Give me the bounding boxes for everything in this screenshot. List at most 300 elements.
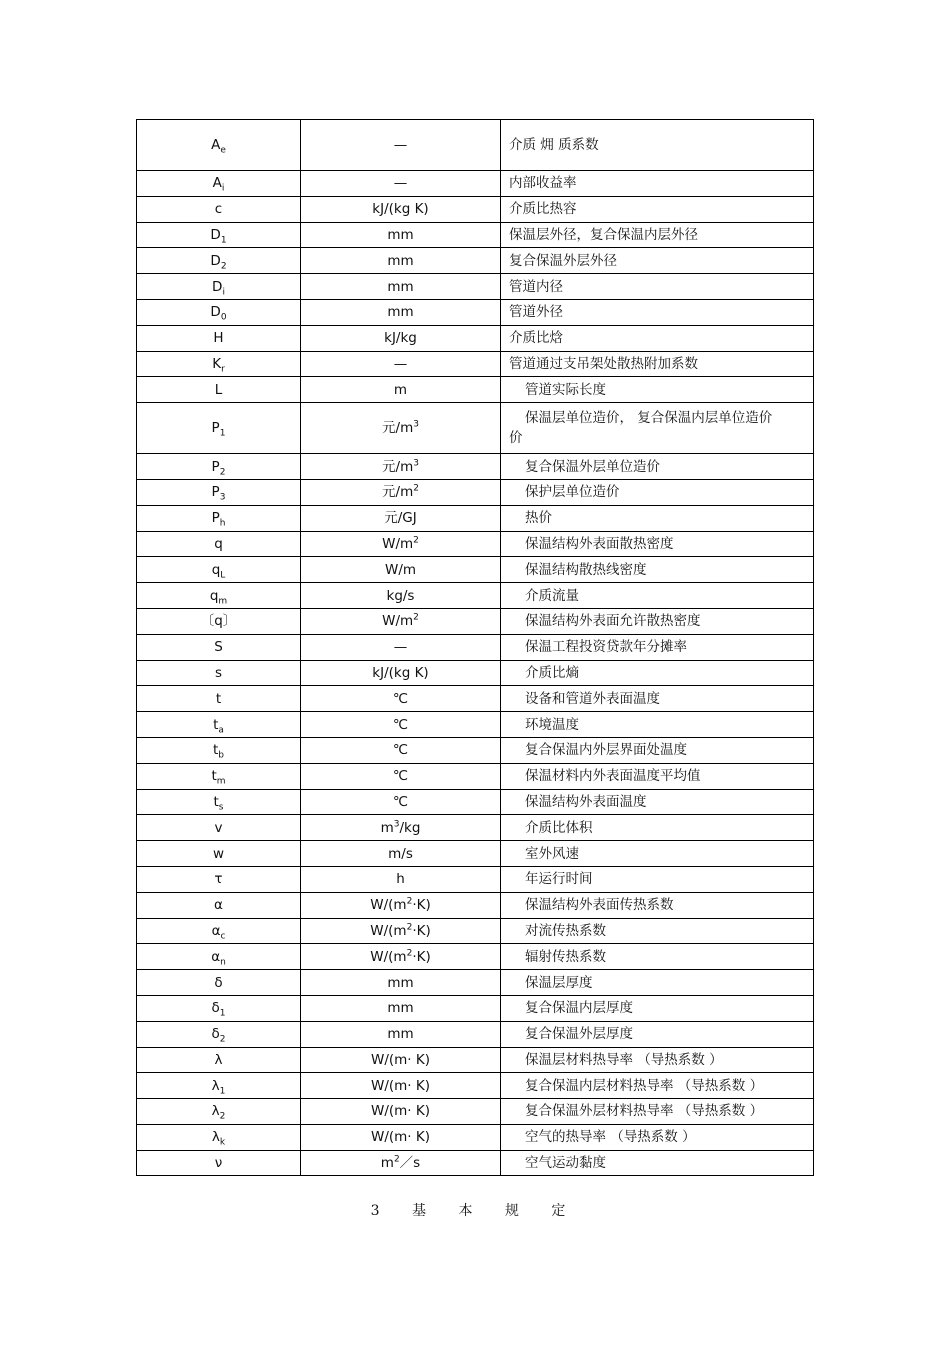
description-text: 保护层单位造价 — [525, 484, 620, 501]
unit-text: mm — [387, 304, 414, 321]
description-text: 保温结构散热线密度 — [525, 561, 647, 578]
description-text: 管道通过支吊架处散热附加系数 — [509, 355, 698, 372]
symbol-subscript: 1 — [219, 1008, 226, 1019]
symbol-text: q — [209, 587, 219, 604]
unit-cell — [301, 351, 501, 377]
table-row — [137, 1047, 814, 1073]
description-cell — [501, 351, 814, 377]
symbol-cell — [137, 763, 301, 789]
symbol-text: S — [214, 639, 223, 656]
description-text: 空气运动黏度 — [525, 1155, 606, 1172]
description-cell — [501, 918, 814, 944]
unit-text: W/(m — [370, 922, 407, 939]
unit-text: h — [396, 871, 405, 888]
symbol-cell — [137, 454, 301, 480]
section-heading: 3 基 本 规 定 — [370, 1203, 580, 1219]
unit-cell — [301, 1073, 501, 1099]
table-row — [137, 1073, 814, 1099]
unit-text: ℃ — [392, 690, 409, 707]
unit-text: m — [393, 381, 408, 398]
symbol-subscript: e — [220, 145, 226, 156]
description-text: 保温结构外表面传热系数 — [525, 897, 674, 914]
symbol-text: q — [211, 561, 221, 578]
symbol-text: α — [211, 922, 221, 939]
description-cell — [501, 970, 814, 996]
description-text: 复合保温内外层界面处温度 — [525, 742, 687, 759]
unit-cell — [301, 120, 501, 171]
description-text: 保温结构外表面散热密度 — [525, 535, 674, 552]
symbol-cell — [137, 608, 301, 634]
symbol-text: D — [210, 252, 221, 269]
table-row — [137, 325, 814, 351]
symbol-text: P — [211, 458, 220, 475]
unit-cell — [301, 789, 501, 815]
description-text: 介质比焓 — [509, 330, 563, 347]
symbol-text: α — [211, 948, 221, 965]
symbol-text: t — [211, 768, 217, 785]
table-row — [137, 712, 814, 738]
unit-cell — [301, 171, 501, 197]
description-cell — [501, 892, 814, 918]
symbol-text: δ — [214, 974, 223, 991]
symbol-subscript: L — [220, 570, 226, 581]
unit-cell — [301, 377, 501, 403]
description-text: 保温结构外表面温度 — [525, 793, 647, 810]
symbol-cell — [137, 789, 301, 815]
description-text: 室外风速 — [525, 845, 579, 862]
unit-text-suffix: /kg — [399, 819, 421, 836]
unit-text: W/(m — [370, 948, 407, 965]
unit-text: kJ/(kg K) — [372, 664, 429, 681]
unit-cell — [301, 1150, 501, 1176]
table-row — [137, 377, 814, 403]
symbol-cell — [137, 944, 301, 970]
unit-cell — [301, 608, 501, 634]
unit-text: W/(m· K) — [370, 1129, 431, 1146]
table-row — [137, 995, 814, 1021]
table-row — [137, 531, 814, 557]
unit-cell — [301, 222, 501, 248]
unit-superscript: 3 — [413, 419, 419, 430]
table-row — [137, 686, 814, 712]
unit-cell — [301, 970, 501, 996]
symbol-table — [136, 119, 814, 1176]
description-cell — [501, 660, 814, 686]
description-text: 复合保温外层材料热导率 （导热系数 ） — [525, 1103, 764, 1120]
unit-text: — — [393, 137, 408, 153]
unit-text: mm — [387, 1000, 414, 1017]
symbol-text: δ — [211, 1000, 220, 1017]
symbol-cell — [137, 1150, 301, 1176]
symbol-text: L — [214, 381, 223, 398]
unit-superscript: 2 — [413, 535, 419, 546]
unit-superscript: 3 — [393, 819, 400, 830]
symbol-cell — [137, 918, 301, 944]
unit-superscript: 2 — [413, 612, 419, 623]
unit-text: ℃ — [392, 716, 409, 733]
symbol-cell — [137, 557, 301, 583]
unit-text: 元/GJ — [384, 510, 417, 527]
description-text: 介质流量 — [525, 587, 579, 604]
table-row — [137, 944, 814, 970]
symbol-text: t — [215, 690, 222, 707]
unit-text-suffix: ／s — [399, 1155, 421, 1172]
symbol-text: λ — [211, 1077, 220, 1094]
symbol-text: s — [214, 664, 223, 681]
table-row — [137, 841, 814, 867]
description-text: 保温层外径，复合保温内层外径 — [509, 226, 698, 243]
symbol-cell — [137, 1021, 301, 1047]
unit-text: W/(m· K) — [370, 1051, 431, 1068]
symbol-subscript: m — [218, 596, 228, 607]
description-cell — [501, 608, 814, 634]
description-cell — [501, 737, 814, 763]
description-cell — [501, 789, 814, 815]
symbol-subscript: h — [219, 518, 226, 529]
symbol-cell — [137, 737, 301, 763]
symbol-cell — [137, 171, 301, 197]
unit-text: W/m — [382, 535, 414, 552]
symbol-cell — [137, 299, 301, 325]
symbol-cell — [137, 970, 301, 996]
table-row — [137, 454, 814, 480]
symbol-subscript: c — [220, 931, 226, 942]
unit-text: kJ/kg — [384, 330, 417, 347]
symbol-cell — [137, 196, 301, 222]
description-text: 设备和管道外表面温度 — [525, 690, 660, 707]
symbol-text: K — [212, 355, 222, 372]
symbol-text: λ — [211, 1103, 220, 1120]
table-row — [137, 763, 814, 789]
table-row — [137, 1099, 814, 1125]
unit-cell — [301, 841, 501, 867]
symbol-subscript: 2 — [219, 467, 226, 478]
unit-cell — [301, 1047, 501, 1073]
unit-text: mm — [387, 278, 414, 295]
table-row — [137, 403, 814, 454]
symbol-text: λ — [211, 1129, 220, 1146]
symbol-cell — [137, 222, 301, 248]
description-text: 复合保温外层厚度 — [525, 1026, 633, 1043]
description-text: 保温工程投资贷款年分摊率 — [525, 639, 687, 656]
description-text: 介质 㶲 质系数 — [509, 137, 599, 153]
unit-cell — [301, 634, 501, 660]
unit-superscript: 3 — [413, 458, 419, 469]
table-row — [137, 196, 814, 222]
symbol-text: q — [214, 535, 223, 552]
unit-text: 元/m — [382, 484, 414, 501]
symbol-cell — [137, 1073, 301, 1099]
symbol-subscript: n — [220, 957, 226, 968]
table-row — [137, 248, 814, 274]
description-text: 辐射传热系数 — [525, 948, 606, 965]
symbol-text: τ — [214, 871, 223, 888]
description-text: 空气的热导率 （导热系数 ） — [525, 1129, 696, 1146]
symbol-cell — [137, 841, 301, 867]
symbol-cell — [137, 1124, 301, 1150]
unit-text-suffix: ·K) — [412, 948, 431, 965]
table-row — [137, 557, 814, 583]
table-row — [137, 970, 814, 996]
symbol-cell — [137, 712, 301, 738]
symbol-subscript: a — [218, 725, 224, 736]
table-row — [137, 608, 814, 634]
description-cell — [501, 454, 814, 480]
description-cell — [501, 841, 814, 867]
table-row — [137, 789, 814, 815]
symbol-cell — [137, 634, 301, 660]
symbol-cell — [137, 1099, 301, 1125]
unit-text: ℃ — [392, 742, 409, 759]
unit-cell — [301, 712, 501, 738]
symbol-text: 〔q〕 — [200, 613, 237, 630]
unit-cell — [301, 531, 501, 557]
unit-text: W/m — [384, 561, 417, 578]
description-cell — [501, 325, 814, 351]
symbol-text: α — [214, 897, 223, 914]
description-cell — [501, 866, 814, 892]
symbol-subscript: 1 — [220, 235, 227, 246]
description-text: 保温结构外表面允许散热密度 — [525, 613, 701, 630]
description-text: 管道内径 — [509, 278, 563, 295]
unit-cell — [301, 1099, 501, 1125]
table-row — [137, 583, 814, 609]
unit-cell — [301, 686, 501, 712]
description-text: 内部收益率 — [509, 175, 577, 192]
symbol-cell — [137, 892, 301, 918]
description-cell — [501, 299, 814, 325]
description-cell — [501, 1150, 814, 1176]
unit-cell — [301, 325, 501, 351]
description-cell — [501, 712, 814, 738]
symbol-text: D — [210, 226, 221, 243]
description-cell — [501, 120, 814, 171]
symbol-cell — [137, 505, 301, 531]
symbol-subscript: i — [222, 287, 225, 298]
description-text: 管道外径 — [509, 304, 563, 321]
symbol-cell — [137, 479, 301, 505]
symbol-cell — [137, 120, 301, 171]
description-text: 介质比热容 — [509, 201, 577, 218]
unit-cell — [301, 557, 501, 583]
unit-cell — [301, 944, 501, 970]
unit-superscript: 2 — [413, 483, 419, 494]
symbol-subscript: 3 — [219, 493, 226, 504]
description-text: 年运行时间 — [525, 871, 593, 888]
unit-cell — [301, 454, 501, 480]
description-cell — [501, 1099, 814, 1125]
unit-cell — [301, 918, 501, 944]
symbol-text: ν — [214, 1155, 223, 1172]
table-row — [137, 299, 814, 325]
symbol-cell — [137, 531, 301, 557]
symbol-cell — [137, 815, 301, 841]
table-row — [137, 505, 814, 531]
symbol-cell — [137, 377, 301, 403]
description-text: 介质比熵 — [525, 664, 579, 681]
symbol-subscript: 2 — [220, 261, 227, 272]
description-cell — [501, 222, 814, 248]
symbol-text: δ — [211, 1026, 220, 1043]
symbol-text: v — [214, 819, 223, 836]
symbol-subscript: 0 — [220, 313, 227, 324]
symbol-text: λ — [214, 1051, 223, 1068]
symbol-text: t — [213, 793, 219, 810]
symbol-subscript: s — [218, 802, 224, 813]
unit-superscript: 2 — [406, 896, 413, 907]
symbol-cell — [137, 248, 301, 274]
symbol-text: P — [211, 484, 220, 501]
symbol-cell — [137, 403, 301, 454]
unit-cell — [301, 196, 501, 222]
description-cell — [501, 403, 814, 454]
description-cell — [501, 377, 814, 403]
description-cell — [501, 1124, 814, 1150]
unit-text: — — [393, 639, 408, 656]
symbol-text: t — [212, 742, 219, 759]
unit-cell — [301, 274, 501, 300]
table-row — [137, 1124, 814, 1150]
unit-text: ℃ — [392, 793, 409, 810]
table-row — [137, 120, 814, 171]
symbol-text: w — [212, 845, 225, 862]
description-cell — [501, 196, 814, 222]
symbol-text: A — [212, 175, 222, 192]
symbol-cell — [137, 1047, 301, 1073]
table-row — [137, 1150, 814, 1176]
unit-superscript: 2 — [406, 948, 413, 959]
table-row — [137, 866, 814, 892]
table-row — [137, 918, 814, 944]
unit-superscript: 2 — [406, 922, 413, 933]
description-text: 复合保温内层材料热导率 （导热系数 ） — [525, 1077, 764, 1094]
symbol-cell — [137, 351, 301, 377]
symbol-cell — [137, 325, 301, 351]
unit-cell — [301, 505, 501, 531]
description-text: 介质比体积 — [525, 819, 593, 836]
symbol-subscript: 2 — [219, 1112, 226, 1123]
description-cell — [501, 1021, 814, 1047]
symbol-subscript: 1 — [219, 1086, 226, 1097]
unit-cell — [301, 892, 501, 918]
unit-cell — [301, 737, 501, 763]
description-cell — [501, 815, 814, 841]
table-row — [137, 222, 814, 248]
table-row — [137, 634, 814, 660]
unit-text: kg/s — [386, 587, 415, 604]
unit-text: — — [393, 355, 408, 372]
description-cell — [501, 557, 814, 583]
symbol-text: D — [212, 278, 223, 295]
description-text: 复合保温外层单位造价 — [525, 458, 660, 475]
unit-text: W/(m· K) — [370, 1077, 431, 1094]
description-cell — [501, 944, 814, 970]
table-row — [137, 171, 814, 197]
symbol-subscript: b — [218, 751, 224, 762]
symbol-cell — [137, 866, 301, 892]
table-row — [137, 815, 814, 841]
description-cell — [501, 634, 814, 660]
table-body — [137, 120, 814, 1176]
symbol-subscript: 1 — [219, 428, 226, 439]
unit-cell — [301, 1021, 501, 1047]
unit-text: — — [393, 175, 408, 192]
symbol-cell — [137, 686, 301, 712]
unit-cell — [301, 403, 501, 454]
description-cell — [501, 479, 814, 505]
unit-cell — [301, 995, 501, 1021]
symbol-text: D — [210, 304, 221, 321]
unit-text: m/s — [388, 845, 413, 862]
unit-cell — [301, 583, 501, 609]
description-cell — [501, 505, 814, 531]
symbol-subscript: 2 — [219, 1034, 226, 1045]
unit-cell — [301, 1124, 501, 1150]
unit-cell — [301, 763, 501, 789]
symbol-text: P — [211, 420, 220, 437]
description-text: 保温层厚度 — [525, 974, 593, 991]
table-row — [137, 351, 814, 377]
symbol-cell — [137, 660, 301, 686]
description-text: 对流传热系数 — [525, 922, 606, 939]
description-text: 管道实际长度 — [525, 381, 606, 398]
unit-text: W/(m· K) — [370, 1103, 431, 1120]
description-cell — [501, 171, 814, 197]
unit-cell — [301, 660, 501, 686]
description-text: 复合保温内层厚度 — [525, 1000, 633, 1017]
symbol-text: P — [211, 510, 220, 527]
symbol-text: c — [214, 201, 223, 218]
unit-text: m — [380, 819, 394, 836]
description-cell — [501, 1047, 814, 1073]
symbol-cell — [137, 274, 301, 300]
symbol-cell — [137, 995, 301, 1021]
unit-text: ℃ — [392, 768, 409, 785]
table-row — [137, 479, 814, 505]
unit-text: mm — [387, 252, 414, 269]
description-text: 环境温度 — [525, 716, 579, 733]
unit-cell — [301, 248, 501, 274]
description-cell — [501, 583, 814, 609]
unit-text: m — [380, 1155, 394, 1172]
unit-text: W/(m — [370, 897, 407, 914]
symbol-cell — [137, 583, 301, 609]
table-row — [137, 660, 814, 686]
unit-text-suffix: ·K) — [412, 922, 431, 939]
description-cell — [501, 531, 814, 557]
description-text-continued: 价 — [509, 430, 523, 447]
symbol-subscript: i — [221, 184, 225, 195]
symbol-text: A — [211, 137, 221, 153]
unit-text: 元/m — [382, 458, 414, 475]
unit-cell — [301, 479, 501, 505]
symbol-text: t — [213, 716, 219, 733]
description-cell — [501, 686, 814, 712]
description-text: 复合保温外层外径 — [509, 252, 617, 269]
description-text: 保温材料内外表面温度平均值 — [525, 768, 701, 785]
unit-text: mm — [387, 1026, 414, 1043]
unit-cell — [301, 815, 501, 841]
description-text: 热价 — [525, 510, 552, 527]
table-row — [137, 1021, 814, 1047]
table-row — [137, 737, 814, 763]
description-cell — [501, 763, 814, 789]
description-text: 保温层材料热导率 （导热系数 ） — [525, 1051, 723, 1068]
unit-text: mm — [387, 226, 414, 243]
symbol-text: H — [213, 330, 224, 347]
symbol-subscript: k — [219, 1137, 226, 1148]
description-cell — [501, 995, 814, 1021]
